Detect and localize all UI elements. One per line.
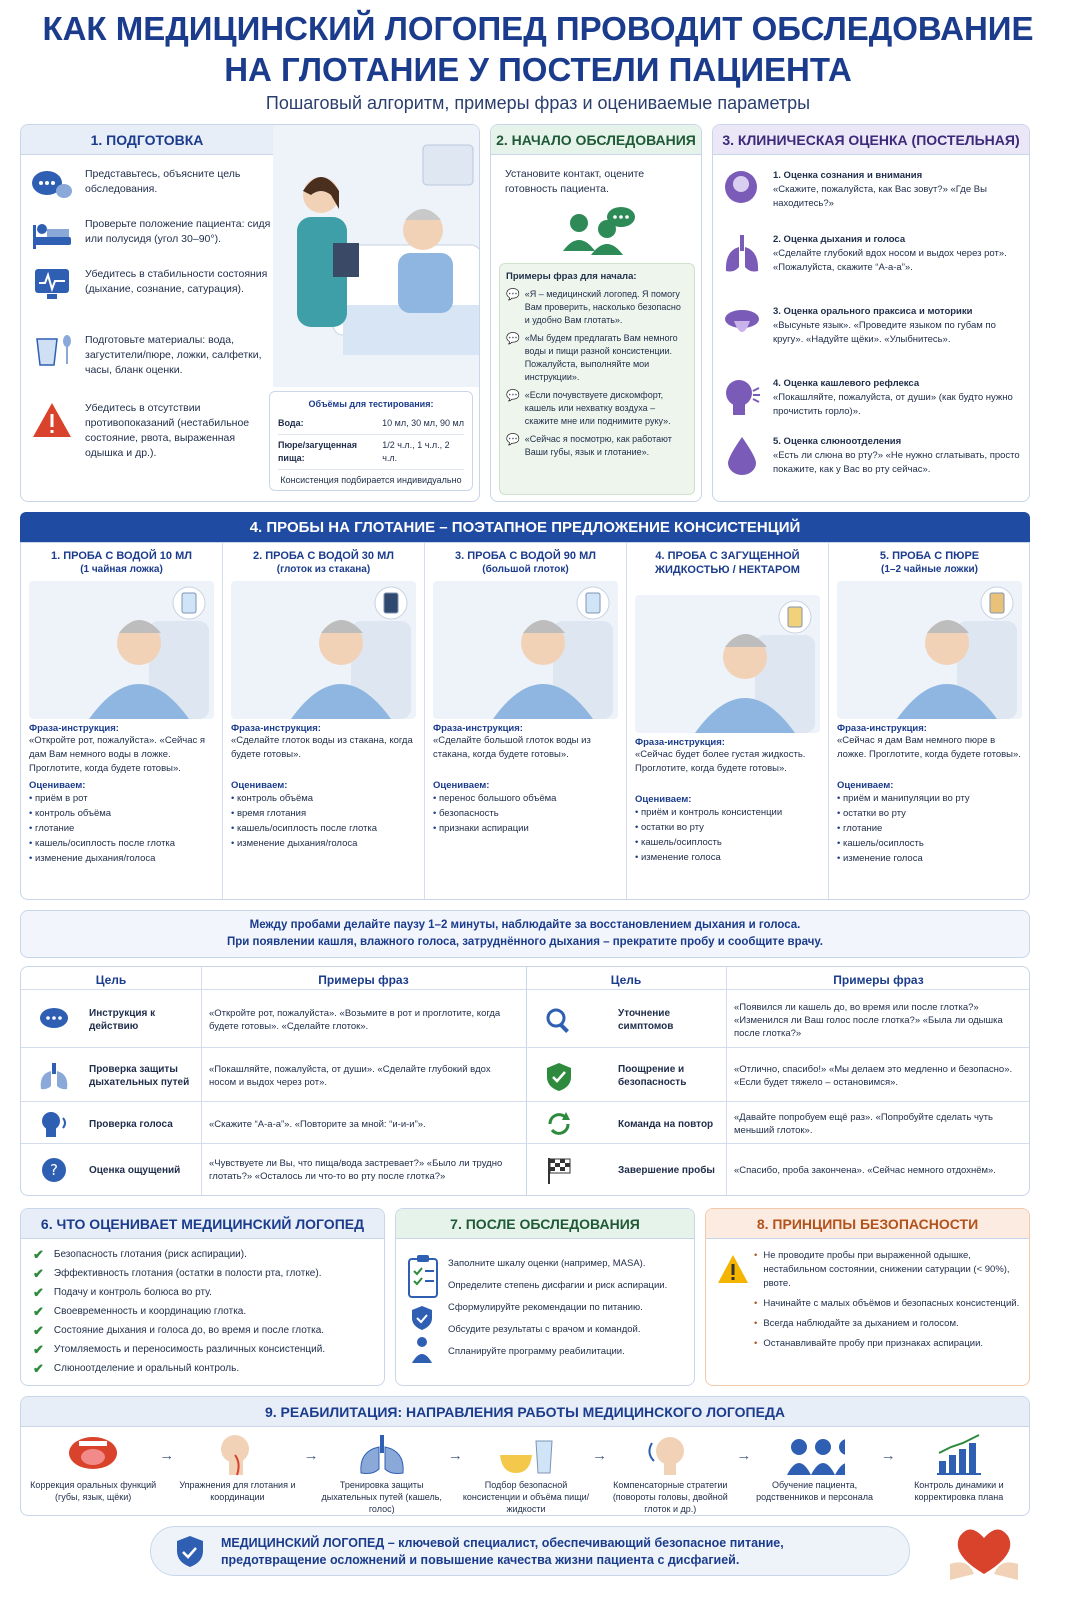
arrow-icon: →: [880, 1447, 896, 1464]
warning-icon: [31, 401, 73, 439]
section-title: 3. КЛИНИЧЕСКАЯ ОЦЕНКА (ПОСТЕЛЬНАЯ): [713, 125, 1029, 155]
page-subtitle: Пошаговый алгоритм, примеры фраз и оцениваемые параметры: [265, 93, 811, 113]
clinical-item: [723, 233, 1023, 275]
clinical-item: [723, 435, 1023, 477]
bullet: •: [754, 1298, 758, 1309]
check-icon: ✔: [33, 1323, 44, 1338]
check-icon: ✔: [33, 1285, 44, 1300]
arrow-icon: →: [592, 1447, 608, 1464]
clinical-item-title: 3. Оценка орального праксиса и моторики: [773, 306, 973, 317]
table-row-divider: [21, 989, 526, 990]
rehab-item-text: Упражнения для глотания и координации: [179, 1480, 296, 1502]
table-phrases: «Давайте попробуем ещё раз». «Попробуйте сделать чуть меньший глоток».: [734, 1112, 993, 1136]
evaluates-item: [33, 1302, 372, 1321]
clinical-item-text: «Есть ли слюна во рту?» «Не нужно сглатывать, просто покажите, как у Вас во рту сейчас».: [773, 450, 1020, 475]
volumes-label: Пюре/загущенная пища:: [278, 440, 358, 463]
evaluates-item: [33, 1245, 372, 1264]
volumes-title: Объёмы для тестирования:: [308, 399, 434, 409]
volumes-value: 1/2 ч.л., 1 ч.л., 2 ч.л.: [382, 440, 450, 463]
eval-item: • кашель/осиплость: [837, 836, 1022, 851]
eval-item: • изменение дыхания/голоса: [29, 851, 214, 866]
prep-item-5: [31, 401, 271, 461]
probe-title: 3. ПРОБА С ВОДОЙ 90 МЛ: [455, 550, 596, 562]
phrase-text: «Я – медицинский логопед. Я помогу Вам проверить, насколько безопасно и удобно Вам глотать».: [524, 289, 681, 325]
section-title: 6. ЧТО ОЦЕНИВАЕТ МЕДИЦИНСКИЙ ЛОГОПЕД: [21, 1209, 384, 1239]
heart-hands-icon: [948, 1520, 1020, 1587]
probe-column: [223, 543, 425, 899]
nurse-patient-illustration: [273, 125, 480, 387]
clinical-item: [723, 169, 1023, 211]
eval-list: [837, 791, 1022, 866]
phrases-title: Примеры фраз для начала:: [506, 271, 637, 282]
probe-subtitle: (большой глоток): [482, 564, 569, 575]
footer-banner: [150, 1526, 910, 1576]
rehab-item-text: Тренировка защиты дыхательных путей (кашель, голос): [321, 1480, 442, 1514]
eval-item: • кашель/осиплость: [635, 835, 820, 850]
eval-item: • глотание: [837, 821, 1022, 836]
phrase-text: «Мы будем предлагать Вам немного воды и пищи разной консистенции. Пожалуйста, выполняйте мои инструкции».: [524, 333, 678, 382]
arrow-icon: →: [736, 1447, 752, 1464]
table-phrases: «Скажите “А-а-а”». «Повторите за мной: “и-и-и”».: [209, 1118, 426, 1130]
safety-item: [754, 1337, 1024, 1351]
team-icon: [410, 1335, 434, 1370]
eval-label: Оцениваем:: [837, 780, 894, 791]
probe-column: [627, 543, 829, 899]
rehab-item-text: Подбор безопасной консистенции и объёма пищи/жидкости: [462, 1480, 590, 1514]
table-goal: Уточнение симптомов: [618, 1008, 674, 1032]
eval-list: [635, 805, 820, 865]
prep-item-text: Убедитесь в стабильности состояния (дыхание, сознание, сатурация).: [85, 268, 268, 295]
evaluates-item: [33, 1359, 372, 1378]
chat-icon: 💬: [506, 390, 520, 402]
speaking-head-icon: [39, 1110, 69, 1143]
after-item: Заполните шкалу оценки (например, MASA).: [448, 1258, 646, 1269]
patient-drinking-svg: [231, 581, 416, 719]
evaluates-item: [33, 1340, 372, 1359]
patient-drinking-illustration: [29, 581, 214, 719]
mouth-icon: [63, 1433, 123, 1477]
table-row-divider: [21, 1047, 526, 1048]
eval-item: • кашель/осиплость после глотка: [231, 821, 416, 836]
lungs-icon: [39, 1062, 69, 1095]
phrase-label: Фраза-инструкция:: [635, 737, 725, 748]
evaluates-text: Безопасность глотания (риск аспирации).: [53, 1249, 247, 1260]
section-title: 8. ПРИНЦИПЫ БЕЗОПАСНОСТИ: [706, 1209, 1029, 1239]
head-posture-icon: [640, 1433, 700, 1477]
safety-text: Не проводите пробы при выраженной одышке, нестабильном состоянии, снижении сатурации (< 90%), рвоте.: [763, 1250, 1010, 1289]
bullet: •: [754, 1338, 758, 1349]
clinical-item: [723, 377, 1023, 419]
evaluates-text: Своевременность и координацию глотка.: [53, 1306, 247, 1317]
start-intro: Установите контакт, оцените готовность пациента.: [505, 168, 645, 195]
evaluates-text: Эффективность глотания (остатки в полости рта, глотке).: [53, 1268, 322, 1279]
phrase-label: Фраза-инструкция:: [837, 723, 927, 734]
probe-title: 1. ПРОБА С ВОДОЙ 10 МЛ: [51, 550, 192, 562]
volumes-value: 10 мл, 30 мл, 90 мл: [382, 418, 464, 428]
footer-text-line1: МЕДИЦИНСКИЙ ЛОГОПЕД – ключевой специалист, обеспечивающий безопасное питание,: [221, 1536, 784, 1550]
section-after: [395, 1208, 695, 1386]
evaluates-text: Утомляемость и переносимость различных консистенций.: [53, 1344, 326, 1355]
prep-item-text: Подготовьте материалы: вода, загустители/пюре, ложки, салфетки, часы, бланк оценки.: [85, 334, 262, 376]
repeat-icon: [544, 1110, 574, 1143]
eval-item: • безопасность: [433, 806, 618, 821]
prep-item-2: [31, 217, 271, 251]
clinical-item-title: 5. Оценка слюноотделения: [773, 436, 902, 447]
pause-note: [20, 910, 1030, 958]
section-probes: [20, 542, 1030, 900]
chat-icon: 💬: [506, 333, 520, 345]
eval-label: Оцениваем:: [635, 794, 692, 805]
probe-phrase: «Откройте рот, пожалуйста». «Сейчас я дам Вам немного воды в ложке. Проглотите, когда будете готовы».: [29, 735, 206, 774]
phrase-label: Фраза-инструкция:: [433, 723, 523, 734]
after-item: Спланируйте программу реабилитации.: [448, 1346, 625, 1357]
prep-item-3: [31, 267, 271, 301]
section-preparation: [20, 124, 480, 502]
eval-item: • приём и контроль консистенции: [635, 805, 820, 820]
people-icon: [785, 1433, 845, 1477]
page-title: КАК МЕДИЦИНСКИЙ ЛОГОПЕД ПРОВОДИТ ОБСЛЕДОВАНИЕ НА ГЛОТАНИЕ У ПОСТЕЛИ ПАЦИЕНТА: [42, 10, 1034, 88]
brain-head-icon: [723, 169, 761, 209]
prep-item-text: Убедитесь в отсутствии противопоказаний (нестабильное состояние, рвота, выраженная одышка и др.).: [85, 402, 250, 459]
evaluates-item: [33, 1321, 372, 1340]
pause-note-line2: При появлении кашля, влажного голоса, затруднённого дыхания – прекратите пробу и сообщите врачу.: [227, 936, 823, 948]
col-goal-header: Цель: [95, 973, 127, 987]
drop-icon: [723, 435, 761, 475]
col-phrases-header: Примеры фраз: [833, 973, 924, 987]
probe-subtitle: (1–2 чайные ложки): [881, 564, 978, 575]
eval-item: • остатки во рту: [837, 806, 1022, 821]
check-icon: ✔: [33, 1247, 44, 1262]
chat-bubbles-icon: [31, 167, 73, 201]
bullet: •: [754, 1250, 758, 1261]
section-title: 2. НАЧАЛО ОБСЛЕДОВАНИЯ: [491, 125, 701, 155]
eval-list: [231, 791, 416, 851]
table-row-divider: [526, 989, 1030, 990]
eval-item: • перенос большого объёма: [433, 791, 618, 806]
volumes-note: Консистенция подбирается индивидуально: [280, 475, 462, 485]
eval-label: Оцениваем:: [29, 780, 86, 791]
patient-drinking-svg: [837, 581, 1022, 719]
clipboard-icon: [406, 1253, 440, 1304]
eval-list: [433, 791, 618, 836]
svg-text:?: ?: [50, 1161, 58, 1179]
shield-check-icon: [410, 1305, 434, 1336]
table-phrases: «Отлично, спасибо!» «Мы делаем это медленно и безопасно». «Если будет тяжело – остановимся».: [734, 1064, 1013, 1088]
safety-item: [754, 1249, 1024, 1291]
patient-drinking-illustration: [837, 581, 1022, 719]
section-rehab: [20, 1396, 1030, 1516]
rehab-item-text: Обучение пациента, родственников и персонала: [756, 1480, 874, 1502]
probe-phrase: «Сделайте большой глоток воды из стакана, когда будете готовы».: [433, 735, 591, 760]
cough-head-icon: [723, 377, 761, 417]
evaluates-item: [33, 1283, 372, 1302]
patient-drinking-svg: [29, 581, 214, 719]
throat-icon: [207, 1433, 267, 1477]
table-phrases: «Покашляйте, пожалуйста, от души». «Сделайте глубокий вдох носом и выдох через рот».: [209, 1064, 491, 1088]
safety-item: [754, 1297, 1024, 1311]
check-icon: ✔: [33, 1342, 44, 1357]
after-item: Сформулируйте рекомендации по питанию.: [448, 1302, 643, 1313]
evaluates-text: Состояние дыхания и голоса до, во время и после глотка.: [53, 1325, 325, 1336]
rehab-item-text: Контроль динамики и корректировка плана: [914, 1480, 1004, 1502]
patient-bed-icon: [31, 217, 73, 251]
eval-item: • приём и манипуляции во рту: [837, 791, 1022, 806]
chat-icon: [39, 1006, 69, 1037]
probe-phrase: «Сейчас я дам Вам немного пюре в ложке. Проглотите, когда будете готовы».: [837, 735, 1021, 760]
table-row-divider: [21, 1143, 526, 1144]
chat-icon: 💬: [506, 289, 520, 301]
evaluates-text: Подачу и контроль болюса во рту.: [53, 1287, 212, 1298]
safety-text: Останавливайте пробу при признаках аспирации.: [763, 1338, 984, 1349]
table-goal: Поощрение и безопасность: [618, 1064, 687, 1088]
eval-list: [29, 791, 214, 866]
table-row-divider: [526, 1101, 1030, 1102]
patient-drinking-illustration: [433, 581, 618, 719]
table-goal: Оценка ощущений: [89, 1164, 181, 1176]
probe-subtitle: (глоток из стакана): [276, 564, 371, 575]
lungs-icon: [723, 233, 761, 273]
table-row-divider: [21, 1101, 526, 1102]
footer-text-line2: предотвращение осложнений и повышение качества жизни пациента с дисфагией.: [221, 1553, 740, 1567]
prep-item-1: [31, 167, 271, 201]
table-phrases: «Спасибо, проба закончена». «Сейчас немного отдохнём».: [734, 1164, 996, 1176]
table-phrases: «Чувствуете ли Вы, что пища/вода застревает?» «Было ли трудно глотать?» «Осталось ли что-то во рту после глотка?»: [209, 1158, 503, 1182]
phrases-box: [499, 263, 695, 495]
shield-check-icon: [544, 1062, 574, 1097]
section-clinical: [712, 124, 1030, 502]
monitor-icon: [31, 267, 73, 301]
table-phrases: «Появился ли кашель до, во время или после глотка?» «Изменился ли Ваш голос после глотка?» «Была ли одышка после глотка?»: [734, 1001, 1003, 1039]
bullet: •: [754, 1318, 758, 1329]
section-evaluates: [20, 1208, 385, 1386]
section-title: 9. РЕАБИЛИТАЦИЯ: НАПРАВЛЕНИЯ РАБОТЫ МЕДИЦИНСКОГО ЛОГОПЕДА: [21, 1397, 1029, 1427]
probe-title: 5. ПРОБА С ПЮРЕ: [879, 550, 980, 562]
eval-item: • приём в рот: [29, 791, 214, 806]
prep-item-4: [31, 333, 271, 378]
col-phrases-header: Примеры фраз: [318, 973, 409, 987]
probe-column: [425, 543, 627, 899]
clinical-item-title: 1. Оценка сознания и внимания: [773, 170, 923, 181]
clinical-item-text: «Сделайте глубокий вдох носом и выдох через рот». «Пожалуйста, скажите “А-а-а”».: [773, 248, 1007, 273]
eval-item: • глотание: [29, 821, 214, 836]
eval-item: • изменение голоса: [635, 850, 820, 865]
prep-item-text: Проверьте положение пациента: сидя или полусидя (угол 30–90°).: [85, 218, 271, 245]
safety-text: Начинайте с малых объёмов и безопасных консистенций.: [763, 1298, 1020, 1309]
table-goal: Проверка защиты дыхательных путей: [89, 1064, 190, 1088]
check-icon: ✔: [33, 1304, 44, 1319]
eval-item: • кашель/осиплость после глотка: [29, 836, 214, 851]
phrase-label: Фраза-инструкция:: [29, 723, 119, 734]
probe-subtitle: (1 чайная ложка): [80, 564, 163, 575]
probe-column: [829, 543, 1030, 899]
clinical-item-title: 4. Оценка кашлевого рефлекса: [773, 378, 920, 389]
table-goal: Команда на повтор: [618, 1118, 714, 1130]
safety-text: Всегда наблюдайте за дыханием и голосом.: [763, 1318, 959, 1329]
shield-check-icon: [175, 1535, 205, 1574]
lungs-icon: [352, 1433, 412, 1477]
phrases-table: [20, 966, 1030, 1196]
table-row-divider: [526, 1143, 1030, 1144]
clinical-item-title: 2. Оценка дыхания и голоса: [773, 234, 906, 245]
patient-drinking-illustration: [635, 595, 820, 733]
chat-icon: 💬: [506, 434, 520, 446]
phrase-text: «Сейчас я посмотрю, как работают Ваши губы, язык и глотание».: [524, 434, 672, 457]
table-goal: Проверка голоса: [89, 1118, 173, 1130]
safety-item: [754, 1317, 1024, 1331]
finish-flag-icon: [544, 1156, 574, 1191]
eval-item: • контроль объёма: [29, 806, 214, 821]
clinical-item-text: «Высуньте язык». «Проведите языком по губам по кругу». «Надуйте щёки». «Улыбнитесь».: [773, 320, 996, 345]
question-icon: [39, 1156, 69, 1189]
rehab-item-text: Компенсаторные стратегии (повороты головы, двойной глоток и др.): [612, 1480, 728, 1514]
volumes-label: Вода:: [278, 418, 304, 428]
section-probes-title: 4. ПРОБЫ НА ГЛОТАНИЕ – ПОЭТАПНОЕ ПРЕДЛОЖЕНИЕ КОНСИСТЕНЦИЙ: [20, 512, 1030, 544]
probe-column: [21, 543, 223, 899]
eval-item: • признаки аспирации: [433, 821, 618, 836]
clinical-item-text: «Покашляйте, пожалуйста, от души» (как будто нужно прочистить горло)».: [773, 392, 1013, 417]
section-safety: [705, 1208, 1030, 1386]
evaluates-text: Слюноотделение и оральный контроль.: [53, 1363, 240, 1374]
section-title: 7. ПОСЛЕ ОБСЛЕДОВАНИЯ: [396, 1209, 694, 1239]
clinical-item-text: «Скажите, пожалуйста, как Вас зовут?» «Где Вы находитесь?»: [773, 184, 987, 209]
table-row-divider: [526, 1047, 1030, 1048]
eval-item: • контроль объёма: [231, 791, 416, 806]
patient-drinking-svg: [635, 595, 820, 733]
people-talk-icon: [557, 205, 637, 260]
volumes-box: [269, 391, 473, 491]
arrow-icon: →: [303, 1447, 319, 1464]
table-goal: Завершение пробы: [618, 1164, 715, 1176]
eval-item: • изменение голоса: [837, 851, 1022, 866]
section-title: 1. ПОДГОТОВКА: [21, 125, 273, 155]
eval-item: • изменение дыхания/голоса: [231, 836, 416, 851]
probe-subtitle: [635, 577, 820, 591]
evaluates-item: [33, 1264, 372, 1283]
rehab-item-text: Коррекция оральных функций (губы, язык, щёки): [30, 1480, 157, 1502]
tongue-icon: [723, 305, 761, 345]
arrow-icon: →: [159, 1447, 175, 1464]
search-icon: [544, 1006, 574, 1039]
eval-label: Оцениваем:: [433, 780, 490, 791]
arrow-icon: →: [447, 1447, 463, 1464]
table-goal: Инструкция к действию: [89, 1008, 156, 1032]
eval-item: • остатки во рту: [635, 820, 820, 835]
probe-phrase: «Сейчас будет более густая жидкость. Проглотите, когда будете готовы».: [635, 749, 806, 774]
after-item: Обсудите результаты с врачом и командой.: [448, 1324, 641, 1335]
table-phrases: «Откройте рот, пожалуйста». «Возьмите в рот и проглотите, когда будете готовы». «Сделайте глоток».: [209, 1008, 501, 1032]
col-goal-header: Цель: [610, 973, 642, 987]
probe-title: 4. ПРОБА С ЗАГУЩЕННОЙ ЖИДКОСТЬЮ / НЕКТАРОМ: [655, 550, 800, 576]
eval-item: • время глотания: [231, 806, 416, 821]
check-icon: ✔: [33, 1361, 44, 1376]
probe-title: 2. ПРОБА С ВОДОЙ 30 МЛ: [253, 550, 394, 562]
patient-drinking-illustration: [231, 581, 416, 719]
bowl-glass-icon: [496, 1433, 556, 1477]
clinical-item: [723, 305, 1023, 347]
warning-icon: [716, 1253, 750, 1290]
growth-chart-icon: [929, 1433, 989, 1477]
pause-note-line1: Между пробами делайте паузу 1–2 минуты, наблюдайте за восстановлением дыхания и голоса.: [249, 919, 801, 931]
patient-drinking-svg: [433, 581, 618, 719]
cup-spoon-icon: [31, 333, 73, 367]
eval-label: Оцениваем:: [231, 780, 288, 791]
probe-phrase: «Сделайте глоток воды из стакана, когда будете готовы».: [231, 735, 413, 760]
phrase-text: «Если почувствуете дискомфорт, кашель или нехватку воздуха – скажите мне или поднимите руку».: [524, 390, 671, 426]
section-start: [490, 124, 702, 502]
phrase-label: Фраза-инструкция:: [231, 723, 321, 734]
prep-item-text: Представьтесь, объясните цель обследования.: [85, 168, 241, 195]
check-icon: ✔: [33, 1266, 44, 1281]
after-item: Определите степень дисфагии и риск аспирации.: [448, 1280, 668, 1291]
